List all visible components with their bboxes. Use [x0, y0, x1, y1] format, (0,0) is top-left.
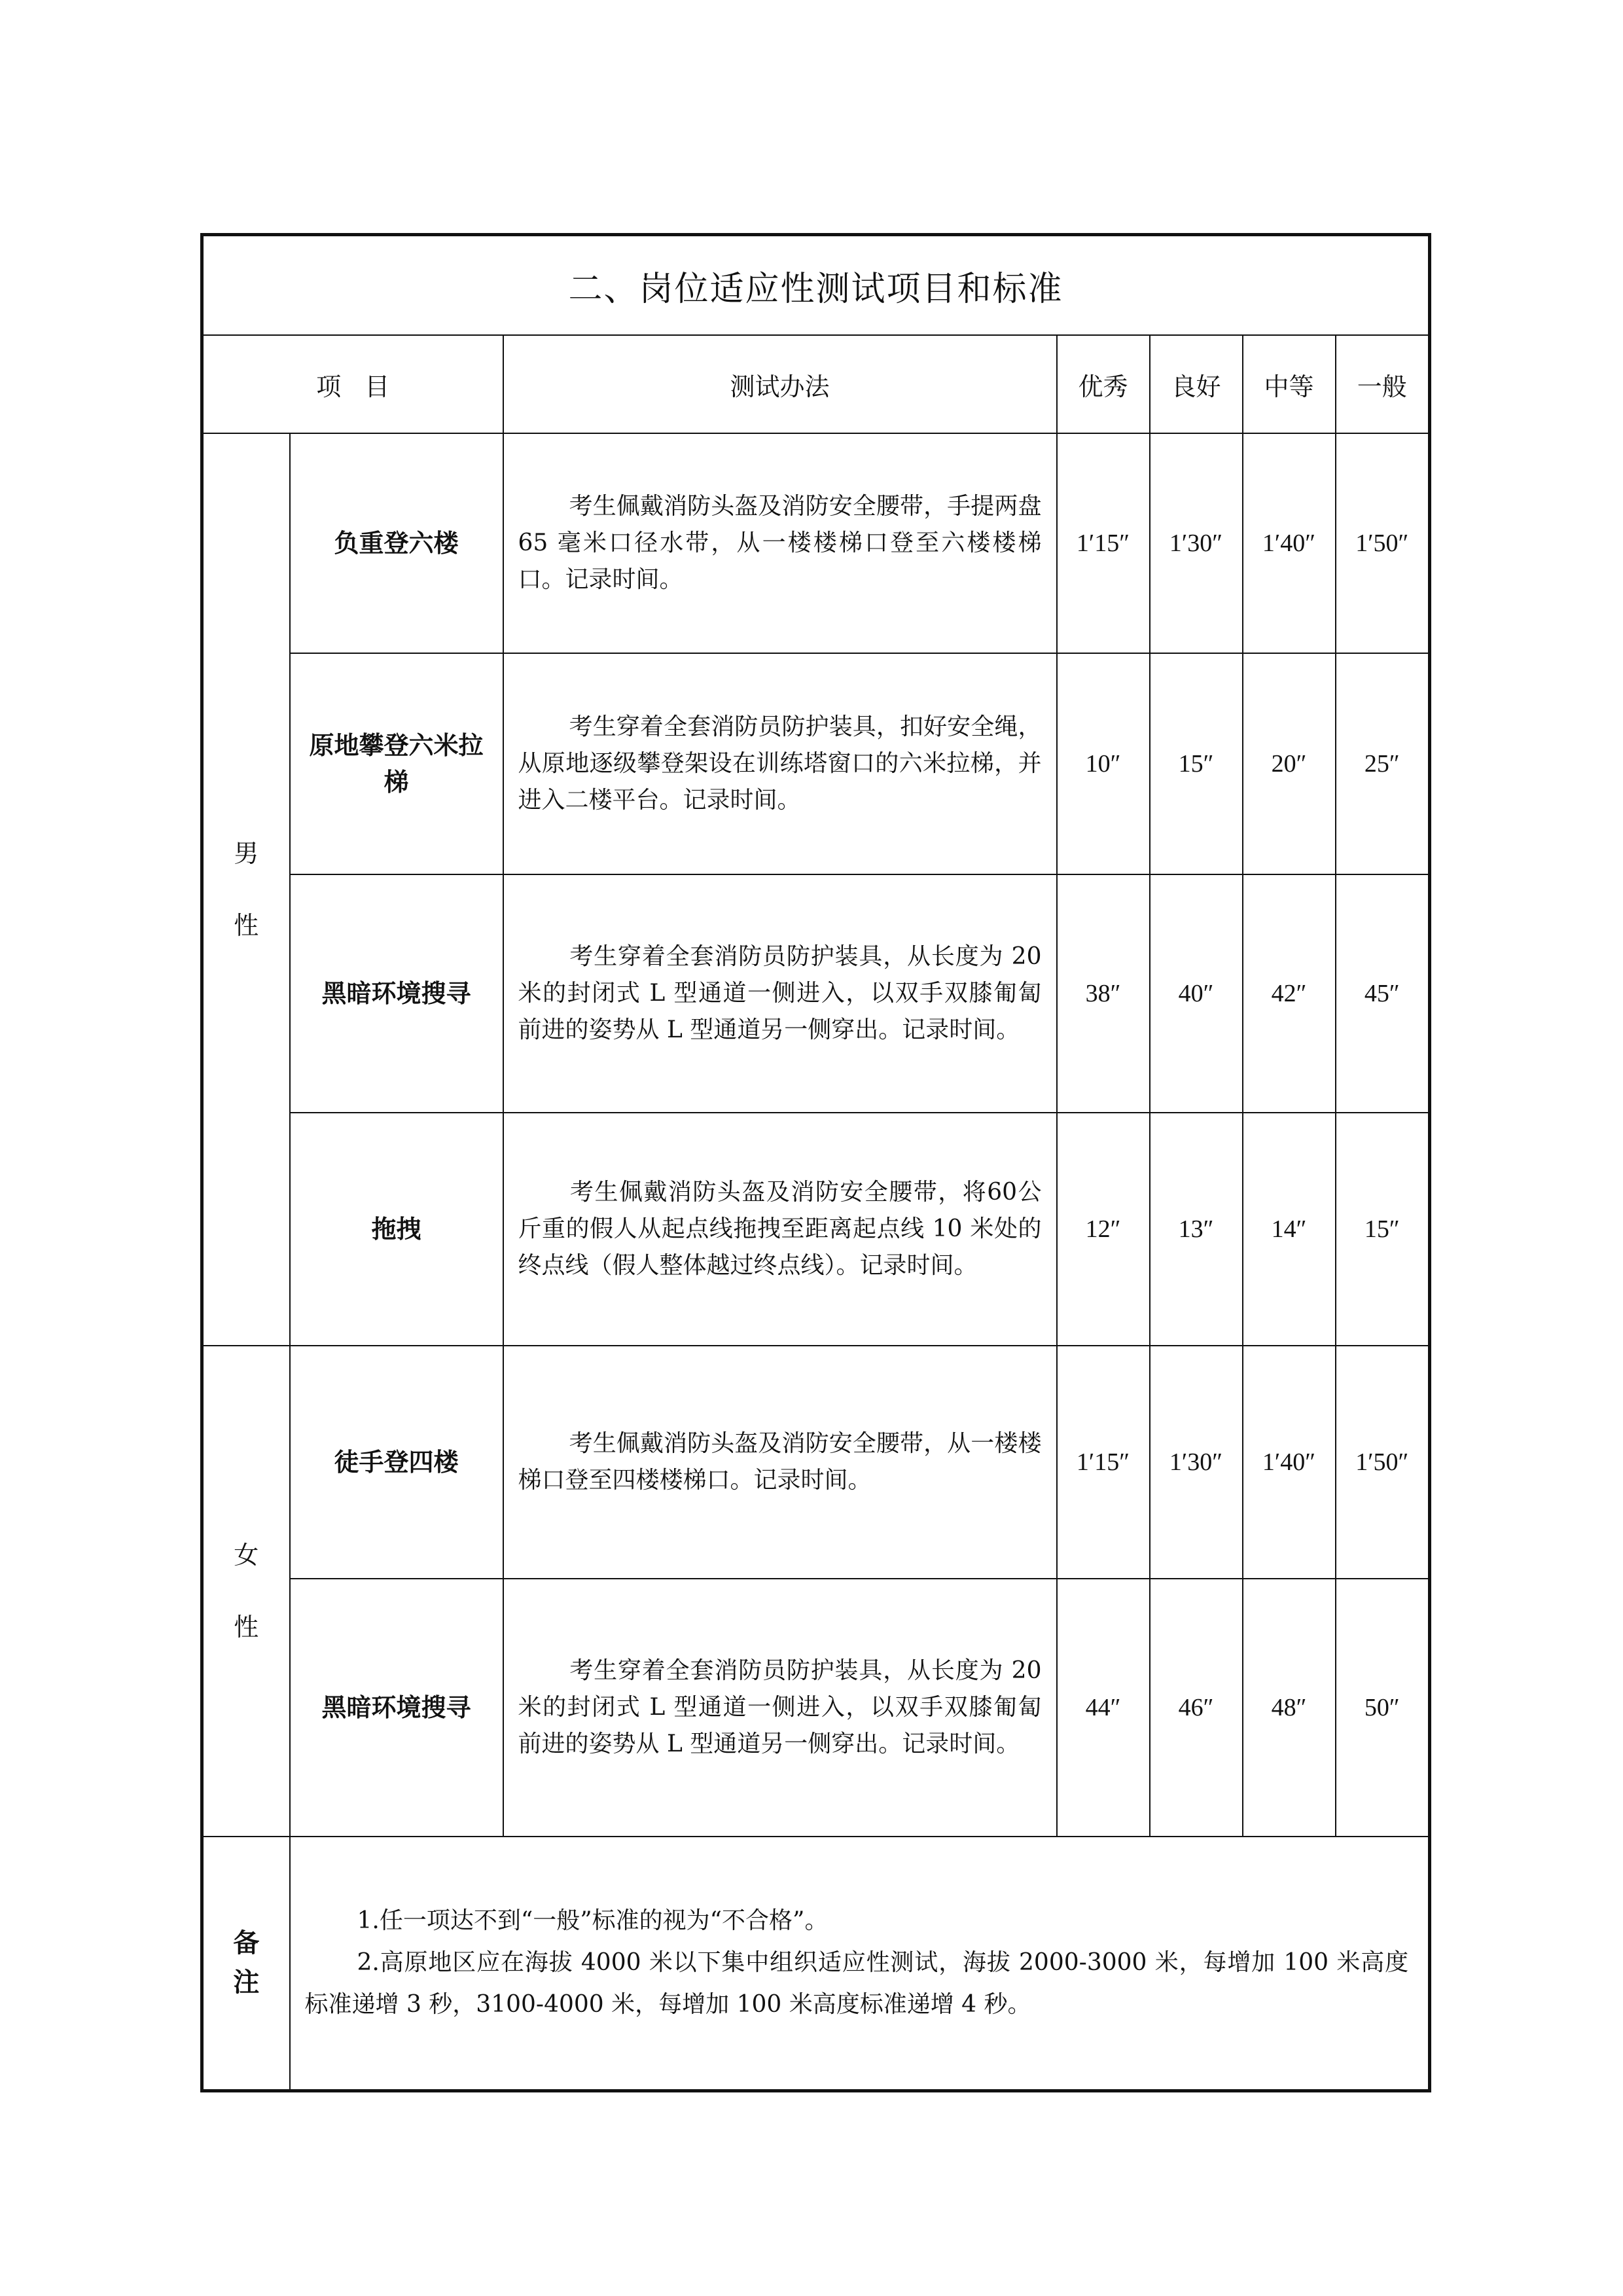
value-excellent: 38″ [1057, 874, 1150, 1113]
item-name: 黑暗环境搜寻 [290, 874, 503, 1113]
value-good: 1′30″ [1150, 433, 1243, 653]
item-name: 原地攀登六米拉梯 [290, 653, 503, 874]
table-row [202, 1579, 1430, 1837]
item-name: 徒手登四楼 [290, 1346, 503, 1579]
value-average: 45″ [1336, 874, 1430, 1113]
value-medium: 1′40″ [1243, 433, 1336, 653]
value-average: 1′50″ [1336, 433, 1430, 653]
header-medium: 中等 [1243, 335, 1336, 433]
header-average: 一般 [1336, 335, 1430, 433]
table-row [202, 1346, 1430, 1579]
notes-row [202, 1837, 1430, 2090]
item-method: 考生佩戴消防头盔及消防安全腰带，手提两盘 65 毫米口径水带，从一楼楼梯口登至六楼楼梯口。记录时间。 [503, 433, 1057, 653]
item-method: 考生佩戴消防头盔及消防安全腰带，从一楼楼梯口登至四楼楼梯口。记录时间。 [503, 1346, 1057, 1579]
item-name: 黑暗环境搜寻 [290, 1579, 503, 1837]
note-line-1: 1.任一项达不到“一般”标准的视为“不合格”。 [357, 1907, 829, 1935]
item-method: 考生佩戴消防头盔及消防安全腰带，将60公斤重的假人从起点线拖拽至距离起点线 10 米处的终点线（假人整体越过终点线）。记录时间。 [503, 1113, 1057, 1346]
note-line-2: 2.高原地区应在海拔 4000 米以下集中组织适应性测试，海拔 2000-3000 米，每增加 100 米高度标准递增 3 秒，3100-4000 米，每增加 100 米高度标准递增 4 秒。 [304, 1949, 1409, 2018]
title-row [202, 235, 1430, 336]
value-good: 1′30″ [1150, 1346, 1243, 1579]
value-good: 15″ [1150, 653, 1243, 874]
item-name: 负重登六楼 [290, 433, 503, 653]
header-row [202, 335, 1430, 433]
item-method: 考生穿着全套消防员防护装具，从长度为 20 米的封闭式 L 型通道一侧进入，以双手双膝匍匐前进的姿势从 L 型通道另一侧穿出。记录时间。 [503, 1579, 1057, 1837]
item-method: 考生穿着全套消防员防护装具，从长度为 20 米的封闭式 L 型通道一侧进入，以双手双膝匍匐前进的姿势从 L 型通道另一侧穿出。记录时间。 [503, 874, 1057, 1113]
table-row [202, 874, 1430, 1113]
value-good: 13″ [1150, 1113, 1243, 1346]
value-good: 40″ [1150, 874, 1243, 1113]
value-average: 50″ [1336, 1579, 1430, 1837]
notes-label: 备 注 [202, 1837, 290, 2090]
value-good: 46″ [1150, 1579, 1243, 1837]
table-title: 二、岗位适应性测试项目和标准 [202, 235, 1430, 336]
group-label-male: 男 性 [202, 433, 290, 1346]
value-average: 15″ [1336, 1113, 1430, 1346]
value-excellent: 1′15″ [1057, 433, 1150, 653]
item-method: 考生穿着全套消防员防护装具，扣好安全绳，从原地逐级攀登架设在训练塔窗口的六米拉梯，并进入二楼平台。记录时间。 [503, 653, 1057, 874]
value-excellent: 10″ [1057, 653, 1150, 874]
header-method: 测试办法 [503, 335, 1057, 433]
value-medium: 42″ [1243, 874, 1336, 1113]
value-medium: 48″ [1243, 1579, 1336, 1837]
header-item: 项目 [202, 335, 503, 433]
value-excellent: 1′15″ [1057, 1346, 1150, 1579]
value-excellent: 44″ [1057, 1579, 1150, 1837]
table-row [202, 653, 1430, 874]
value-medium: 1′40″ [1243, 1346, 1336, 1579]
header-good: 良好 [1150, 335, 1243, 433]
notes-content [290, 1837, 1430, 2090]
table-row [202, 433, 1430, 653]
standards-table [200, 233, 1431, 2092]
value-excellent: 12″ [1057, 1113, 1150, 1346]
group-label-female: 女 性 [202, 1346, 290, 1837]
value-average: 1′50″ [1336, 1346, 1430, 1579]
item-name: 拖拽 [290, 1113, 503, 1346]
value-medium: 14″ [1243, 1113, 1336, 1346]
value-medium: 20″ [1243, 653, 1336, 874]
value-average: 25″ [1336, 653, 1430, 874]
table-row [202, 1113, 1430, 1346]
header-excellent: 优秀 [1057, 335, 1150, 433]
